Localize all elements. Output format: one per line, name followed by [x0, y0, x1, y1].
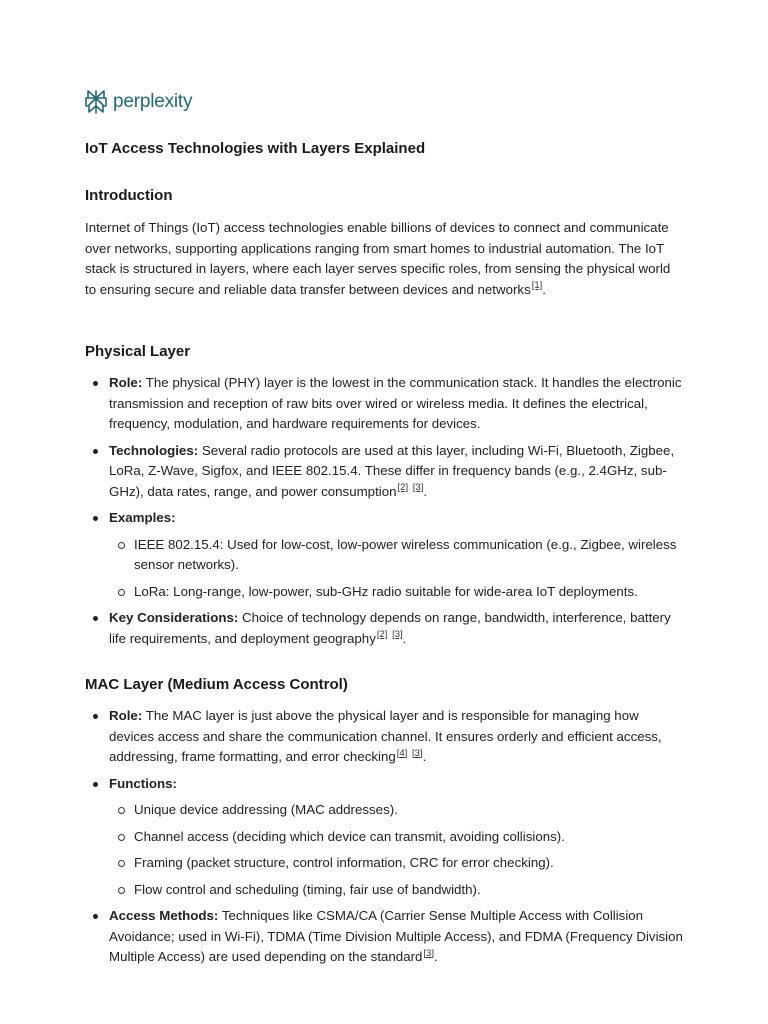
- functions-sublist: [109, 800, 685, 900]
- role-text: The MAC layer is just above the physical layer and is responsible for managing how devices access and share the communication channel. It ensures orderly and efficient access, addressing, frame formatting, and error checking: [109, 708, 662, 764]
- sublist-item: Framing (packet structure, control information, CRC for error checking).: [109, 853, 685, 874]
- sentence-end: .: [542, 281, 546, 297]
- role-label: Role:: [109, 375, 143, 390]
- list-item-examples: [85, 508, 685, 602]
- citation-link[interactable]: [2]: [376, 629, 388, 641]
- sentence-end: .: [422, 749, 427, 764]
- introduction-paragraph: [85, 218, 685, 300]
- functions-label: Functions:: [109, 775, 177, 791]
- list-item-access-methods: [85, 906, 685, 968]
- perplexity-logo-icon: [85, 89, 107, 115]
- examples-sublist: [109, 535, 685, 603]
- introduction-heading: Introduction: [85, 187, 173, 204]
- mac-layer-list: [85, 706, 685, 974]
- physical-layer-heading: Physical Layer: [85, 343, 191, 360]
- sublist-item: Unique device addressing (MAC addresses).: [109, 800, 685, 821]
- technologies-text: Several radio protocols are used at this layer, including Wi-Fi, Bluetooth, Zigbee, LoRa, Z-Wave, Sigfox, and IEEE 802.15.4. These differ in frequency bands (e.g., 2.4GHz, sub-GHz), data rates, range, and power consumption: [109, 442, 675, 499]
- citation-link[interactable]: [1]: [531, 280, 543, 292]
- document-title: IoT Access Technologies with Layers Explained: [85, 140, 426, 157]
- access-methods-text: Techniques like CSMA/CA (Carrier Sense Multiple Access with Collision Avoidance; used in Wi-Fi), TDMA (Time Division Multiple Access), and FDMA (Frequency Division Multiple Access) are used depending on the standard: [109, 908, 683, 964]
- citation-link[interactable]: [3]: [392, 629, 403, 641]
- logo[interactable]: [85, 89, 192, 115]
- sentence-end: .: [433, 949, 438, 964]
- sublist-item: Flow control and scheduling (timing, fair use of bandwidth).: [109, 880, 685, 901]
- citation-link[interactable]: [2]: [397, 482, 409, 494]
- list-item-role: [85, 706, 685, 768]
- examples-label: Examples:: [109, 510, 176, 525]
- citation-link[interactable]: [3]: [423, 947, 434, 959]
- list-item-role: [85, 373, 685, 435]
- citation-link[interactable]: [3]: [412, 482, 424, 494]
- introduction-text: Internet of Things (IoT) access technologies enable billions of devices to connect and communicate over networks, supporting applications ranging from smart homes to industrial automation. The IoT stack is structured in layers, where each layer serves specific roles, from sensing the physical world to ensuring secure and reliable data transfer between devices and networks: [85, 220, 671, 297]
- sublist-item: Channel access (deciding which device can transmit, avoiding collisions).: [109, 827, 685, 848]
- logo-text: perplexity: [113, 91, 193, 112]
- technologies-label: Technologies:: [109, 442, 199, 458]
- sublist-item: IEEE 802.15.4: Used for low-cost, low-power wireless communication (e.g., Zigbee, wireless sensor networks).: [109, 535, 685, 576]
- role-label: Role:: [109, 708, 143, 723]
- list-item-technologies: [85, 441, 685, 503]
- list-item-functions: [85, 774, 685, 901]
- citation-link[interactable]: [4]: [396, 747, 408, 759]
- list-item-key-considerations: [85, 608, 685, 649]
- key-considerations-label: Key Considerations:: [109, 610, 239, 625]
- access-methods-label: Access Methods:: [109, 908, 219, 923]
- citation-link[interactable]: [3]: [412, 747, 423, 759]
- key-considerations-text: Choice of technology depends on range, bandwidth, interference, battery life requirements, and deployment geography: [109, 610, 671, 646]
- sentence-end: .: [402, 630, 407, 646]
- mac-layer-heading: MAC Layer (Medium Access Control): [85, 676, 348, 693]
- sentence-end: .: [423, 483, 428, 499]
- physical-layer-list: [85, 373, 685, 655]
- sublist-item: LoRa: Long-range, low-power, sub-GHz radio suitable for wide-area IoT deployments.: [109, 582, 685, 603]
- role-text: The physical (PHY) layer is the lowest in the communication stack. It handles the electronic transmission and reception of raw bits over wired or wireless media. It defines the electrical, frequency, modulation, and hardware requirements for devices.: [109, 375, 682, 431]
